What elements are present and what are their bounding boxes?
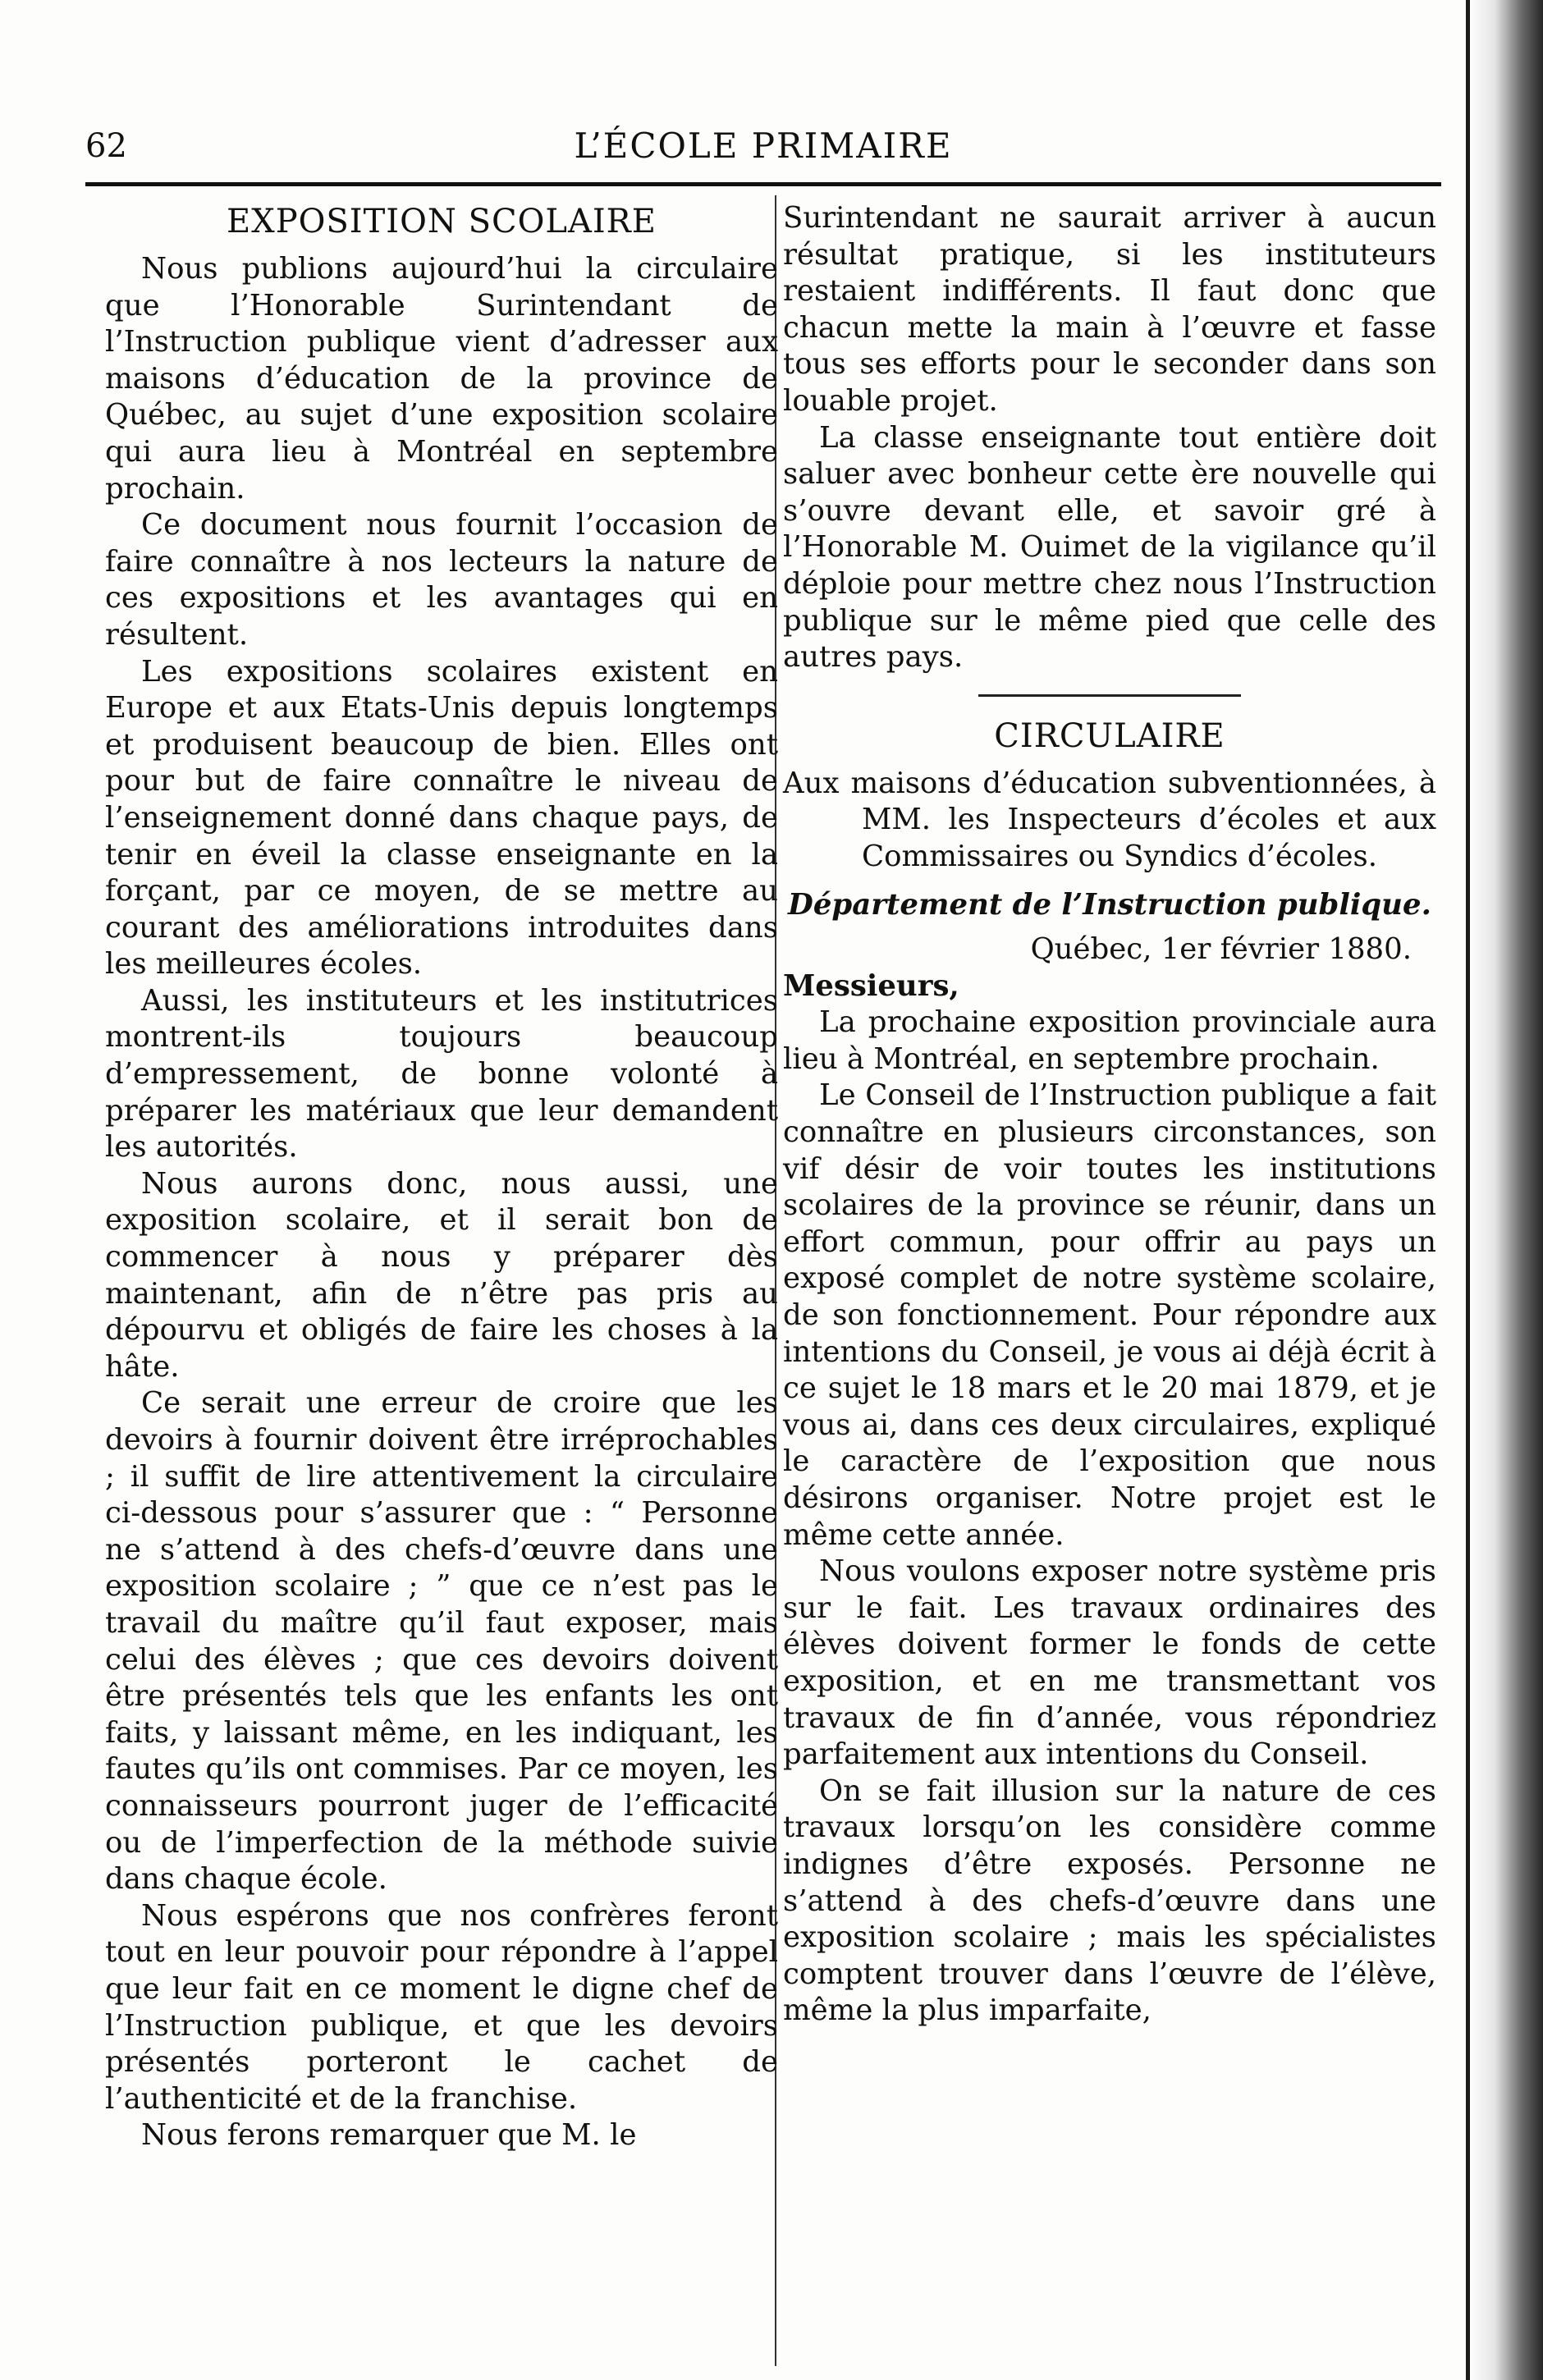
paragraph-continued: Surintendant ne saurait arriver à aucun résultat pratique, si les instituteurs restaient indifférents. Il faut donc que chacun mette la main à l’œuvre et fasse tous ses efforts pour le seconder dans son louable projet. <box>783 201 1436 418</box>
paragraph: Nous espérons que nos confrères feront tout en leur pouvoir pour répondre à l’appel que leur fait en ce moment le digne chef de l’Instruction publique, et que les devoirs présentés porteront le cachet de l’authenticité et de la franchise. <box>105 1898 778 2116</box>
circulaire-dateline: Québec, 1er février 1880. <box>1030 932 1412 967</box>
paragraph: Aussi, les instituteurs et les institutrices montrent-ils toujours beaucoup d’empressement, de bonne volonté à préparer les matériaux que leur demandent les autorités. <box>105 983 778 1165</box>
paragraph: Le Conseil de l’Instruction publique a fait connaître en plusieurs circonstances, son vif désir de voir toutes les institutions scolaires de la province se réunir, dans un effort commun, pour offrir au pays un exposé complet de notre système scolaire, de son fonctionnement. Pour répondre aux intentions du Conseil, je vous ai déjà écrit à ce sujet le 18 mars et le 20 mai 1879, et je vous ai, dans ces deux circulaires, expliqué le caractère de l’exposition que nous désirons organiser. Notre projet est le même cette année. <box>783 1078 1436 1552</box>
circulaire-department: Département de l’Instruction publique. <box>788 887 1431 922</box>
paragraph: La classe enseignante tout entière doit saluer avec bonheur cette ère nouvelle qui s’ouvre devant elle, et savoir gré à l’Honorable M. Ouimet de la vigilance qu’il déploie pour mettre chez nous l’Instruction publique sur le même pied que celle des autres pays. <box>783 420 1436 675</box>
paragraph: On se fait illusion sur la nature de ces travaux lorsqu’on les considère comme indignes d’être exposés. Personne ne s’attend à des chefs-d’œuvre dans une exposition scolaire ; mais les spécialistes comptent trouver dans l’œuvre de l’élève, même la plus imparfaite, <box>783 1774 1436 2028</box>
page-header <box>85 121 1441 172</box>
paragraph: Nous ferons remarquer que M. le <box>141 2118 637 2153</box>
circulaire-address: Aux maisons d’éducation subventionnées, à MM. les Inspecteurs d’écoles et aux Commissaires ou Syndics d’écoles. <box>783 766 1436 873</box>
paragraph: La prochaine exposition provinciale aura lieu à Montréal, en septembre prochain. <box>783 1005 1436 1076</box>
binding-edge <box>1469 0 1543 2380</box>
paragraph: Nous aurons donc, nous aussi, une exposition scolaire, et il serait bon de commencer à nous y préparer dès maintenant, afin de n’être pas pris au dépourvu et obligés de faire les choses à la hâte. <box>105 1166 778 1384</box>
circulaire-salutation: Messieurs, <box>783 968 959 1003</box>
running-title: L’ÉCOLE PRIMAIRE <box>574 126 953 166</box>
paragraph: Les expositions scolaires existent en Europe et aux Etats-Unis depuis longtemps et produisent beaucoup de bien. Elles ont pour but de faire connaître le niveau de l’enseignement donné dans chaque pays, de tenir en éveil la classe enseignante en la forçant, par ce moyen, de se mettre au courant des améliorations introduites dans les meilleures écoles. <box>105 654 778 982</box>
paragraph: Ce document nous fournit l’occasion de faire connaître à nos lecteurs la nature de ces expositions et les avantages qui en résultent. <box>105 508 778 652</box>
header-rule <box>85 182 1441 186</box>
paragraph: Nous publions aujourd’hui la circulaire que l’Honorable Surintendant de l’Instruction publique vient d’adresser aux maisons d’éducation de la province de Québec, au sujet d’une exposition scolaire qui aura lieu à Montréal en septembre prochain. <box>105 252 778 506</box>
left-column <box>105 200 778 2367</box>
paragraph: Ce serait une erreur de croire que les devoirs à fournir doivent être irréprochables ; il suffit de lire attentivement la circulaire ci-dessous pour s’assurer que : “ Personne ne s’attend à des chefs-d’œuvre dans une exposition scolaire ; ” que ce n’est pas le travail du maître qu’il faut exposer, mais celui des élèves ; que ces devoirs doivent être présentés tels que les enfants les ont faits, y laissant même, en les indiquant, les fautes qu’ils ont commises. Par ce moyen, les connaisseurs pourront juger de l’efficacité ou de l’imperfection de la méthode suivie dans chaque école. <box>105 1386 778 1897</box>
page-number: 62 <box>85 127 127 165</box>
right-column <box>783 200 1436 2367</box>
section-rule <box>978 694 1241 697</box>
article-title: EXPOSITION SCOLAIRE <box>227 203 657 240</box>
circulaire-title: CIRCULAIRE <box>994 716 1225 755</box>
binding-rule <box>1466 0 1470 2380</box>
paragraph: Nous voulons exposer notre système pris sur le fait. Les travaux ordinaires des élèves doivent former le fonds de cette exposition, et en me transmettant vos travaux de fin d’année, vous répondriez parfaitement aux intentions du Conseil. <box>783 1554 1436 1772</box>
